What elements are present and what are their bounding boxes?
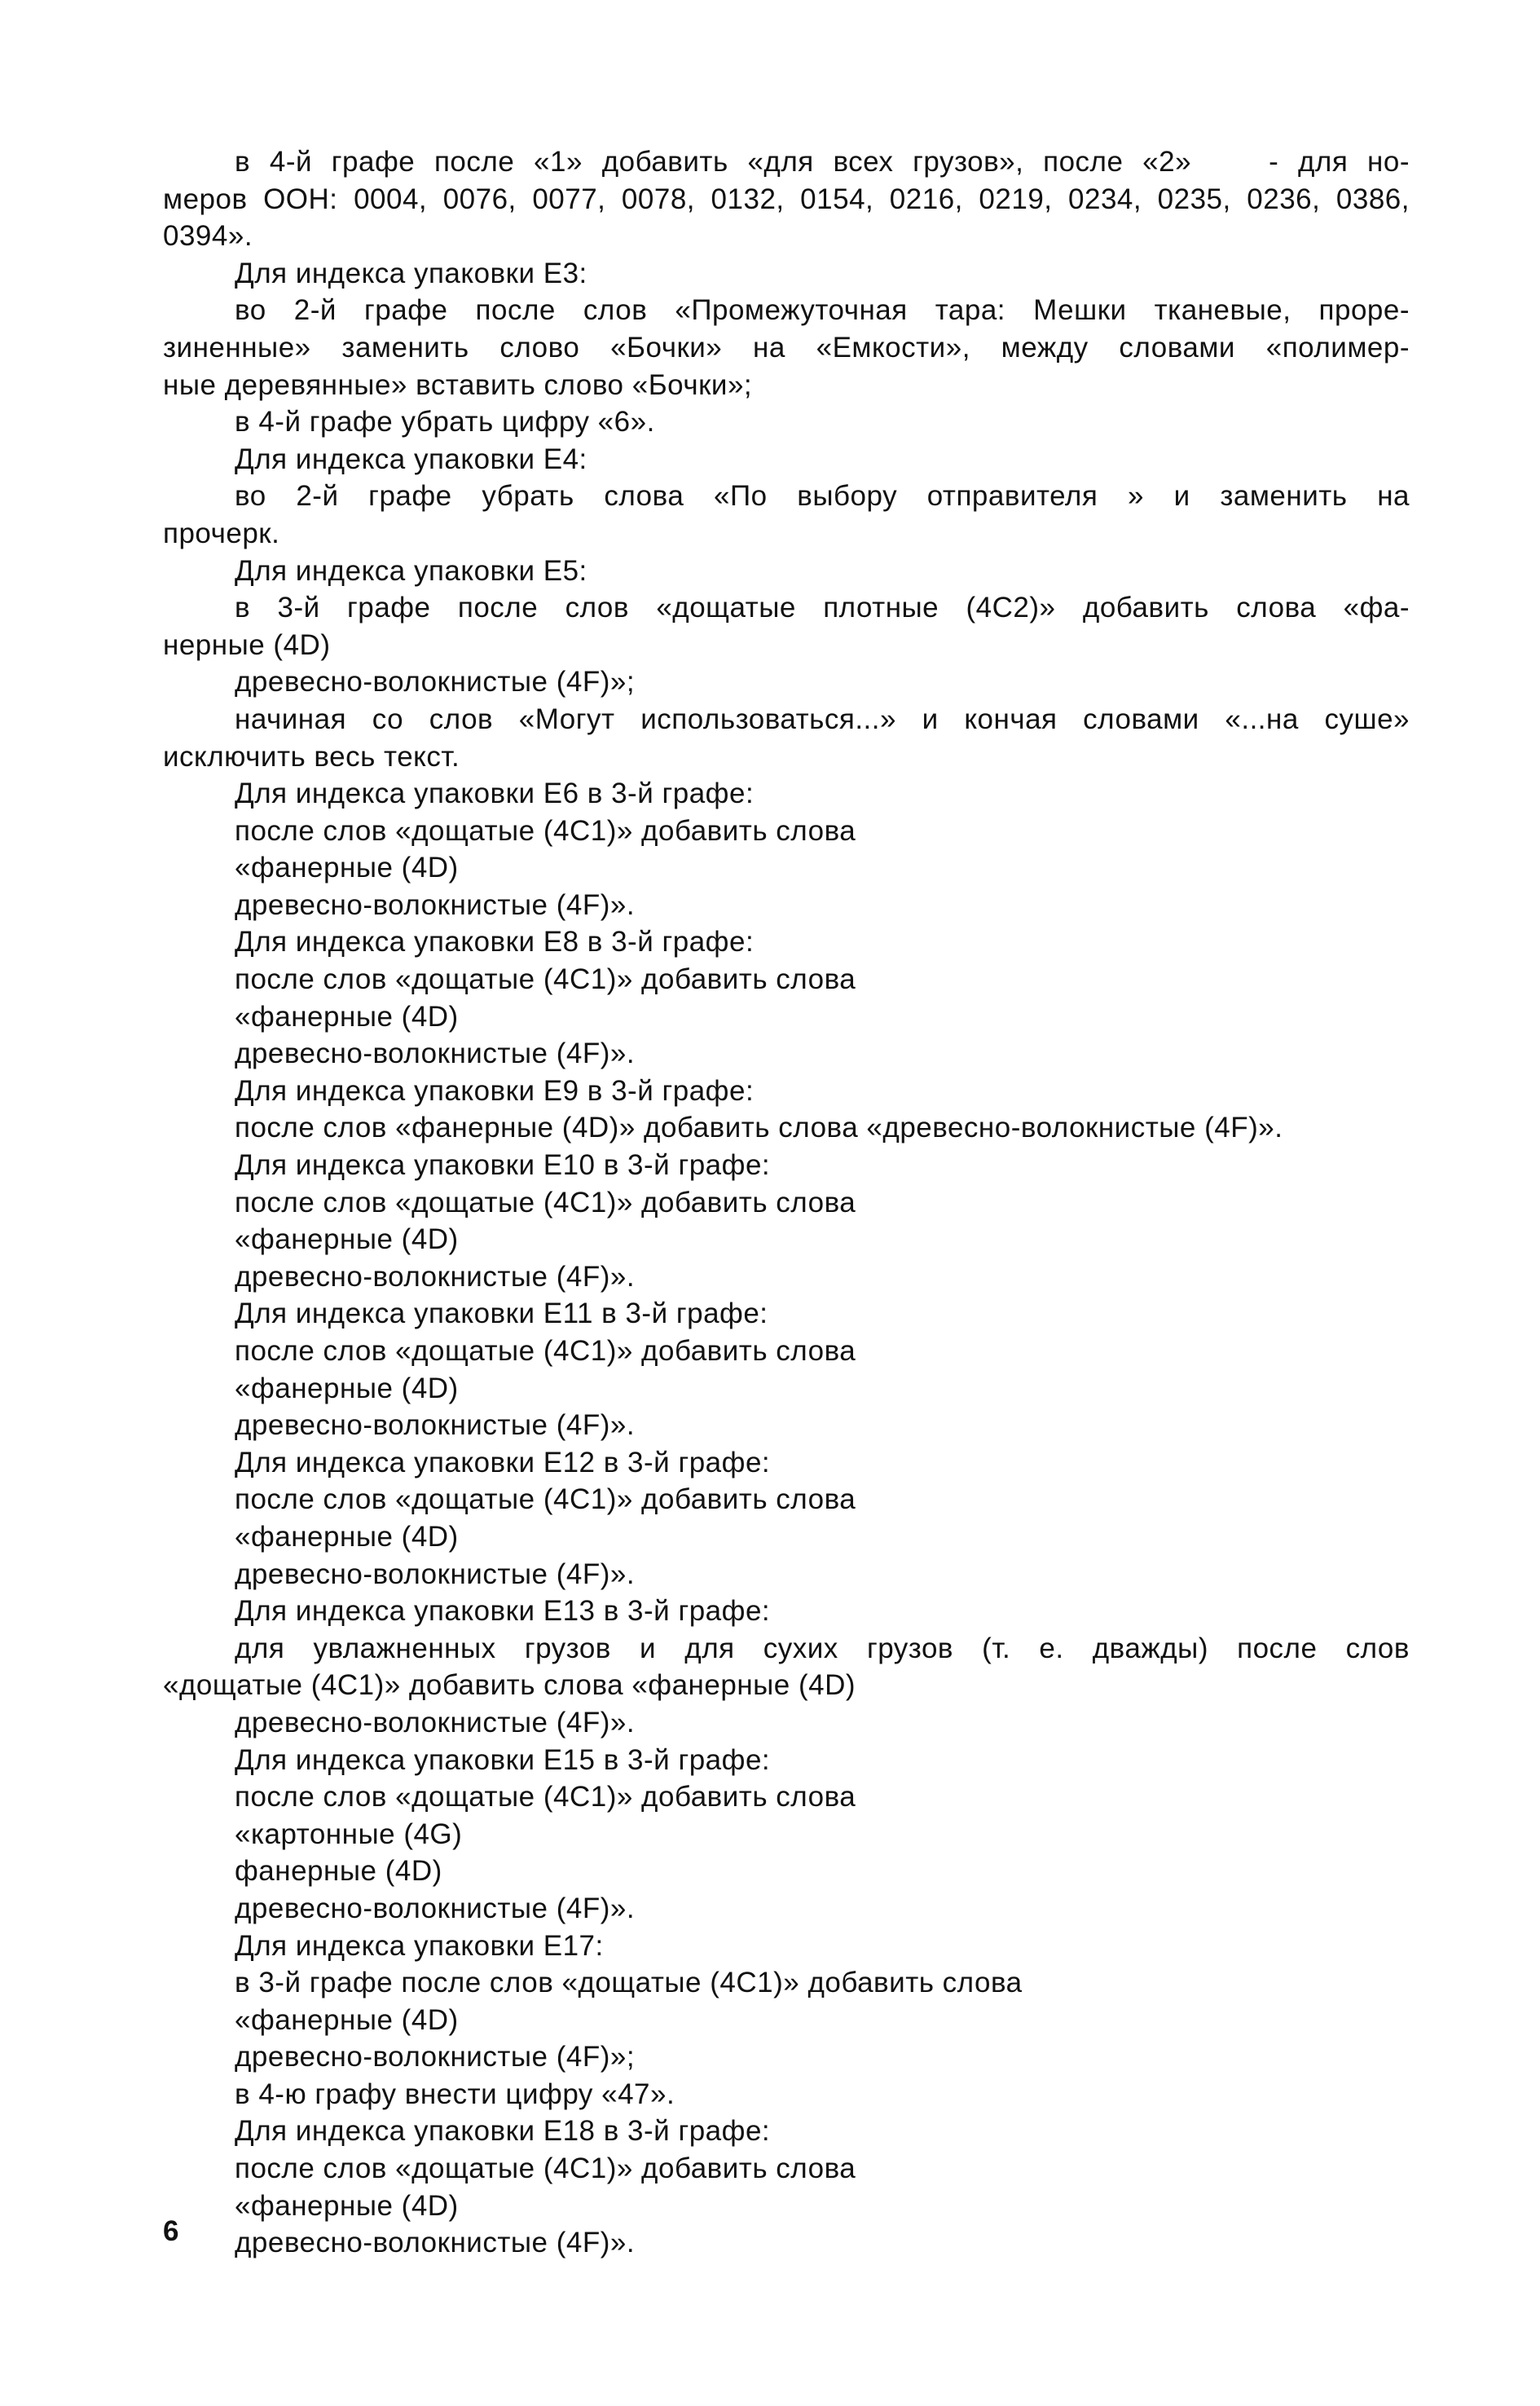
text-line: Для индекса упаковки Е5: (235, 554, 587, 587)
page-number: 6 (163, 2215, 179, 2247)
text-line: после слов «дощатые (4С1)» добавить слова (235, 2153, 856, 2185)
text-line: Для индекса упаковки Е3: (235, 257, 587, 289)
text-line: Для индекса упаковки Е6 в 3-й графе: (235, 778, 755, 810)
text-line: после слов «дощатые (4С1)» добавить слова (235, 1335, 856, 1367)
text-line: во 2-й графе убрать слова «По выбору отправителя » и заменить на (235, 480, 1410, 513)
text-line: древесно-волокнистые (4F)». (235, 1038, 636, 1070)
text-line: древесно-волокнистые (4F)». (235, 1706, 636, 1738)
text-line: Для индекса упаковки Е17: (235, 1929, 604, 1962)
text-line: «фанерные (4D) (235, 2189, 459, 2222)
text-line: древесно-волокнистые (4F)». (235, 1892, 636, 1924)
text-line: «фанерные (4D) (235, 1372, 459, 1404)
text-line: древесно-волокнистые (4F)». (235, 888, 636, 921)
text-line: 0394». (163, 220, 253, 253)
text-line: во 2-й графе после слов «Промежуточная тара: Мешки тканевые, прорe- (235, 294, 1410, 327)
text-line: в 4-й графе убрать цифру «6». (235, 406, 655, 438)
text-line: Для индекса упаковки Е4: (235, 443, 587, 475)
text-line: Для индекса упаковки Е13 в 3-й графе: (235, 1595, 771, 1628)
text-line: начиная со слов «Могут использоваться...» и кончая словами «...на суше» (235, 703, 1410, 735)
text-line: ные деревянные» вставить слово «Бочки»; (163, 368, 753, 401)
text-line: «фанерные (4D) (235, 1223, 459, 1256)
text-line: после слов «дощатые (4С1)» добавить слова (235, 814, 856, 847)
text-line: в 4-й графе после «1» добавить «для всех грузов», после «2» - для но- (235, 146, 1410, 178)
text-line: зиненные» заменить слово «Бочки» на «Емкости», между словами «полимер- (163, 331, 1410, 364)
text-line: Для индекса упаковки Е18 в 3-й графе: (235, 2115, 771, 2148)
text-line: древесно-волокнистые (4F)»; (235, 666, 636, 698)
text-line: исключить весь текст. (163, 740, 460, 773)
text-line: Для индекса упаковки Е11 в 3-й графе: (235, 1298, 768, 1330)
text-line: «картонные (4G) (235, 1818, 463, 1850)
text-line: древесно-волокнистые (4F)»; (235, 2041, 636, 2073)
document-body (163, 143, 1410, 2262)
text-line: для увлажненных грузов и для сухих грузов (т. е. дважды) после слов (235, 1632, 1410, 1664)
text-line: после слов «фанерные (4D)» добавить слова «древесно-волокнистые (4F)». (235, 1112, 1283, 1144)
text-line: Для индекса упаковки Е8 в 3-й графе: (235, 926, 755, 958)
text-line: древесно-волокнистые (4F)». (235, 1260, 636, 1293)
text-line: в 3-й графе после слов «дощатые плотные (4С2)» добавить слова «фа- (235, 592, 1410, 624)
text-line: после слов «дощатые (4С1)» добавить слова (235, 1781, 856, 1813)
text-line: древесно-волокнистые (4F)». (235, 2227, 636, 2259)
text-line: после слов «дощатые (4С1)» добавить слова (235, 1186, 856, 1218)
text-line: Для индекса упаковки Е9 в 3-й графе: (235, 1074, 755, 1107)
text-line: меров ООН: 0004, 0076, 0077, 0078, 0132, 0154, 0216, 0219, 0234, 0235, 0236, 0386, (163, 183, 1410, 215)
text-line: «фанерные (4D) (235, 852, 459, 884)
text-line: Для индекса упаковки Е15 в 3-й графе: (235, 1743, 771, 1776)
text-line: прочерк. (163, 517, 280, 549)
text-line: «дощатые (4С1)» добавить слова «фанерные (4D) (163, 1669, 856, 1702)
text-line: «фанерные (4D) (235, 1000, 459, 1033)
text-line: древесно-волокнистые (4F)». (235, 1409, 636, 1442)
text-line: Для индекса упаковки Е12 в 3-й графе: (235, 1446, 771, 1478)
text-line: древесно-волокнистые (4F)». (235, 1558, 636, 1590)
text-line: нерные (4D) (163, 628, 331, 661)
text-line: в 3-й графе после слов «дощатые (4С1)» добавить слова (235, 1967, 1023, 1999)
text-line: в 4-ю графу внести цифру «47». (235, 2078, 675, 2110)
text-line: после слов «дощатые (4С1)» добавить слова (235, 1483, 856, 1516)
text-line: после слов «дощатые (4С1)» добавить слова (235, 963, 856, 996)
text-line: «фанерные (4D) (235, 2003, 459, 2036)
text-line: фанерные (4D) (235, 1855, 442, 1888)
text-line: Для индекса упаковки Е10 в 3-й графе: (235, 1149, 771, 1182)
text-line: «фанерные (4D) (235, 1520, 459, 1553)
